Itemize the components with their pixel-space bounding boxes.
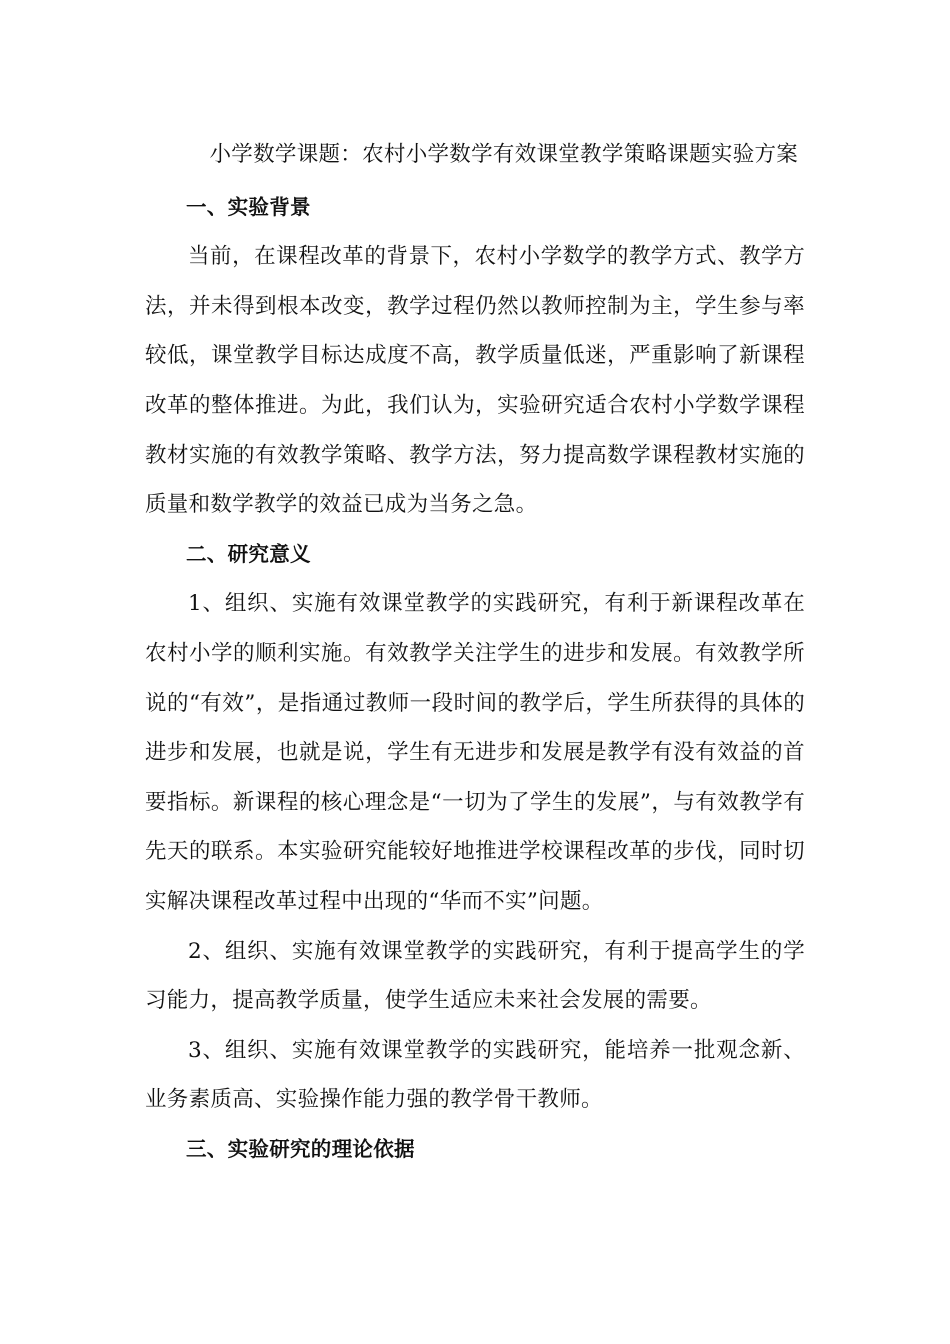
document-title: 小学数学课题：农村小学数学有效课堂教学策略课题实验方案	[209, 142, 799, 167]
document-body	[145, 130, 805, 1174]
section-heading-background: 一、实验背景	[186, 194, 311, 219]
section-heading-significance: 二、研究意义	[186, 541, 311, 566]
section-heading-theory: 三、实验研究的理论依据	[186, 1136, 415, 1161]
paragraph-significance-2: 2、组织、实施有效课堂教学的实践研究，有利于提高学生的学习能力，提高教学质量，使学生适应未来社会发展的需要。	[145, 938, 805, 1014]
paragraph-significance-3: 3、组织、实施有效课堂教学的实践研究，能培养一批观念新、业务素质高、实验操作能力强的教学骨干教师。	[145, 1037, 805, 1113]
paragraph-background: 当前，在课程改革的背景下，农村小学数学的教学方式、教学方法，并未得到根本改变，教学过程仍然以教师控制为主，学生参与率较低，课堂教学目标达成度不高，教学质量低迷，严重影响了新课程改革的整体推进。为此，我们认为，实验研究适合农村小学数学课程教材实施的有效教学策略、教学方法，努力提高数学课程教材实施的质量和数学教学的效益已成为当务之急。	[145, 244, 805, 518]
paragraph-significance-1: 1、组织、实施有效课堂教学的实践研究，有利于新课程改革在农村小学的顺利实施。有效教学关注学生的进步和发展。有效教学所说的“有效”，是指通过教师一段时间的教学后，学生所获得的具体的进步和发展，也就是说，学生有无进步和发展是教学有没有效益的首要指标。新课程的核心理念是“一切为了学生的发展”，与有效教学有先天的联系。本实验研究能较好地推进学校课程改革的步伐，同时切实解决课程改革过程中出现的“华而不实”问题。	[145, 591, 805, 914]
